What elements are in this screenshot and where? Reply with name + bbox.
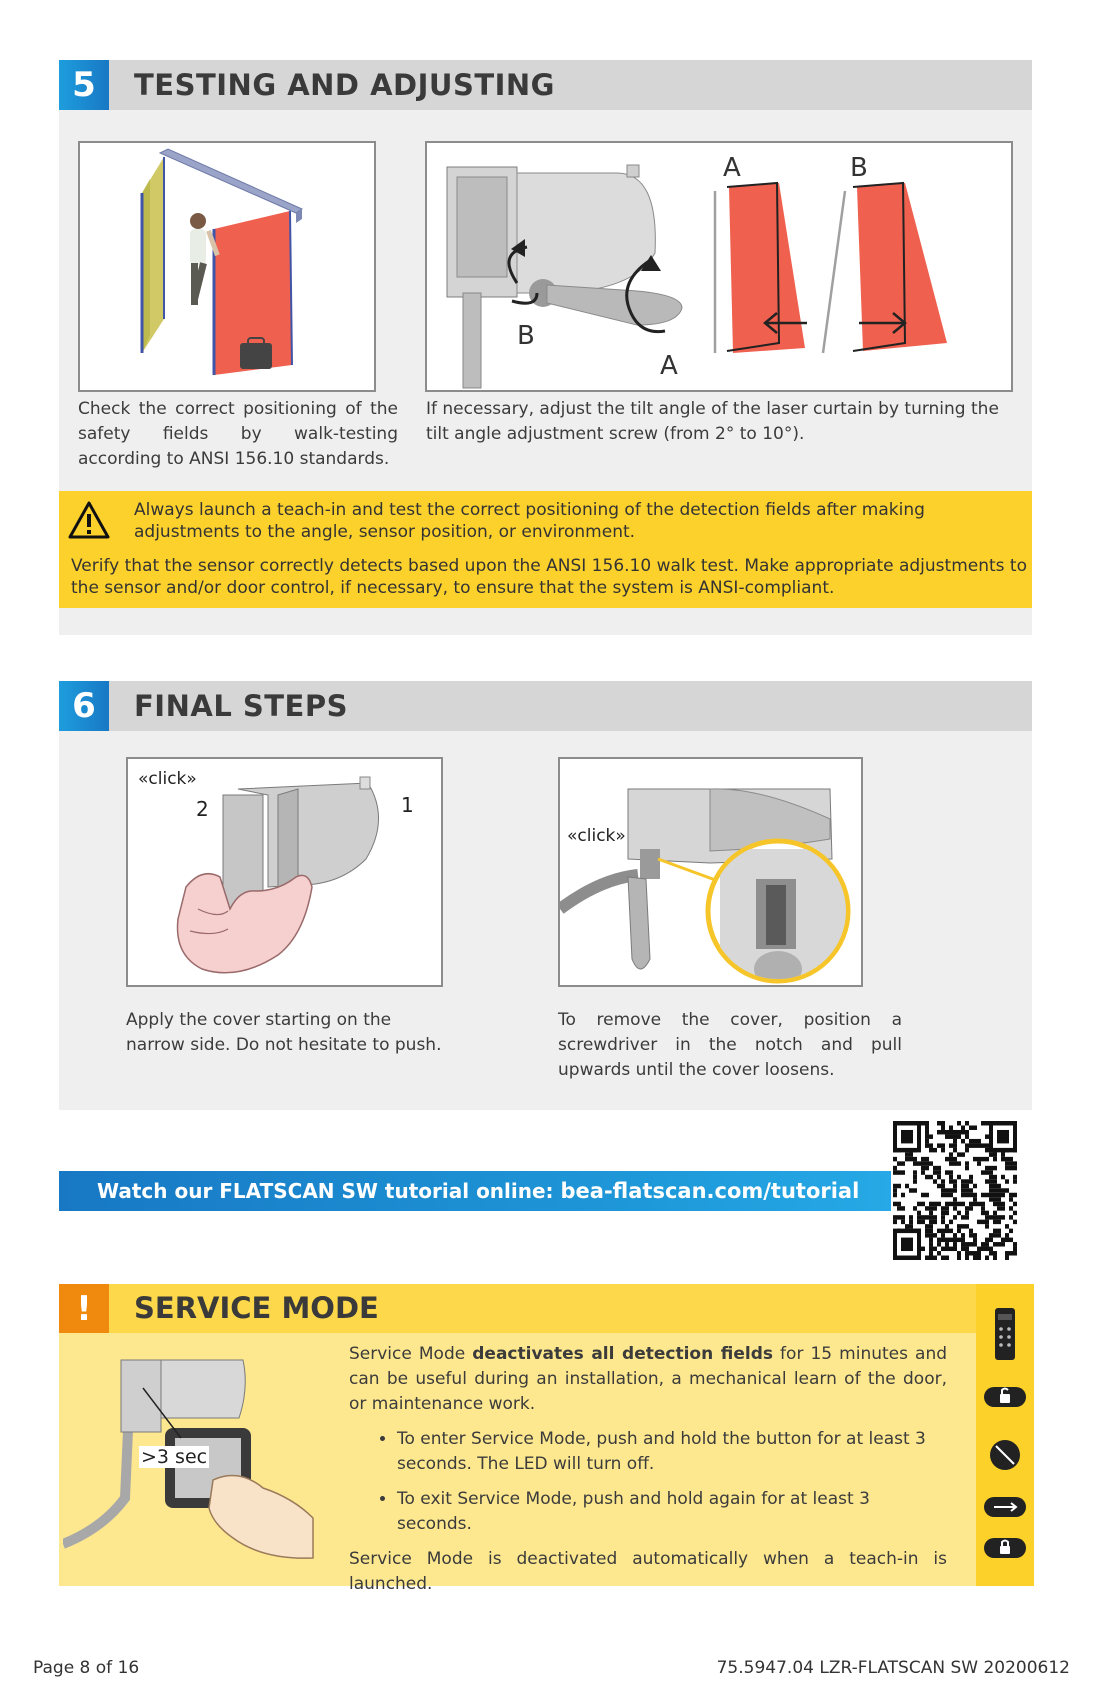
service-side-bar [976,1284,1034,1586]
section-title: TESTING AND ADJUSTING [134,68,555,102]
apply-cover-illustration [128,759,441,985]
section-number: 5 [59,60,109,110]
page-number: Page 8 of 16 [33,1658,140,1678]
apply-cover-figure [126,757,443,987]
remove-cover-caption: To remove the cover, position a screwdriver in the notch and pull upwards until the cover loosens. [558,1010,902,1080]
service-bullet: • To exit Service Mode, push and hold again for at least 3 seconds. [397,1487,947,1537]
service-mode-header [59,1284,976,1333]
apply-cover-caption: Apply the cover starting on the narrow side. Do not hesitate to push. [126,1010,442,1055]
walk-test-figure [78,141,376,392]
click-label: «click» [567,826,626,846]
tutorial-banner-text: Watch our FLATSCAN SW tutorial online: [97,1179,561,1203]
warning-line-1: Always launch a teach-in and test the correct positioning of the detection fields after making adjustments to the angle, sensor position, or environment. [134,500,925,542]
service-mode-panel [59,1284,1034,1594]
tool-icon [990,1440,1020,1470]
walk-test-caption: Check the correct positioning of the safety fields by walk-testing according to ANSI 156.10 standards. [78,399,398,469]
section6-header [59,681,1032,731]
warning-box [59,491,1032,608]
section-number: 6 [59,681,109,731]
tilt-adjust-illustration [427,143,1011,390]
service-mode-title: SERVICE MODE [134,1291,379,1325]
step-number-1: 1 [401,793,414,817]
remove-cover-illustration [560,759,861,985]
lock-icon [984,1538,1026,1558]
section5-header [59,60,1032,110]
two-way-arrow-icon [984,1497,1026,1517]
tilt-adjust-caption: If necessary, adjust the tilt angle of the laser curtain by turning the tilt angle adjustment screw (from 2° to 10°). [426,399,999,444]
service-bullets [349,1427,947,1537]
walk-test-illustration [80,143,374,390]
label-b-top: B [850,153,868,183]
qr-code-icon [893,1121,1017,1260]
tutorial-banner[interactable] [59,1171,891,1211]
service-bullet: • To enter Service Mode, push and hold the button for at least 3 seconds. The LED will turn off. [397,1427,947,1477]
warning-line-2: Verify that the sensor correctly detects based upon the ANSI 156.10 walk test. Make appropriate adjustments to the sensor and/or door control, if necessary, to ensure that the system is ANSI-compliant. [71,556,1027,598]
remove-cover-figure [558,757,863,987]
unlock-icon [984,1387,1026,1407]
hold-duration-label: >3 sec [141,1446,208,1468]
tutorial-link[interactable]: bea-flatscan.com/tutorial [560,1179,860,1203]
service-mode-text [349,1342,947,1607]
click-label: «click» [138,769,197,789]
warning-icon [67,500,111,540]
service-side-icons [976,1284,1034,1586]
label-b-screw: B [517,321,535,351]
document-id: 75.5947.04 LZR-FLATSCAN SW 20200612 [716,1658,1070,1678]
service-intro-bold: deactivates all detection fields [472,1344,774,1364]
service-outro: Service Mode is deactivated automatically when a teach-in is launched. [349,1549,947,1594]
section-title: FINAL STEPS [134,689,349,723]
tilt-adjust-figure [425,141,1013,392]
service-intro: Service Mode deactivates all detection fields for 15 minutes and can be useful during an installation, a mechanical learn of the door, or maintenance work. [349,1344,948,1414]
exclamation-icon: ! [59,1284,109,1333]
qr-code[interactable] [893,1121,1017,1260]
step-number-2: 2 [196,797,209,821]
remote-control-icon [995,1308,1015,1360]
label-a-screw: A [660,351,678,381]
label-a-top: A [723,153,741,183]
